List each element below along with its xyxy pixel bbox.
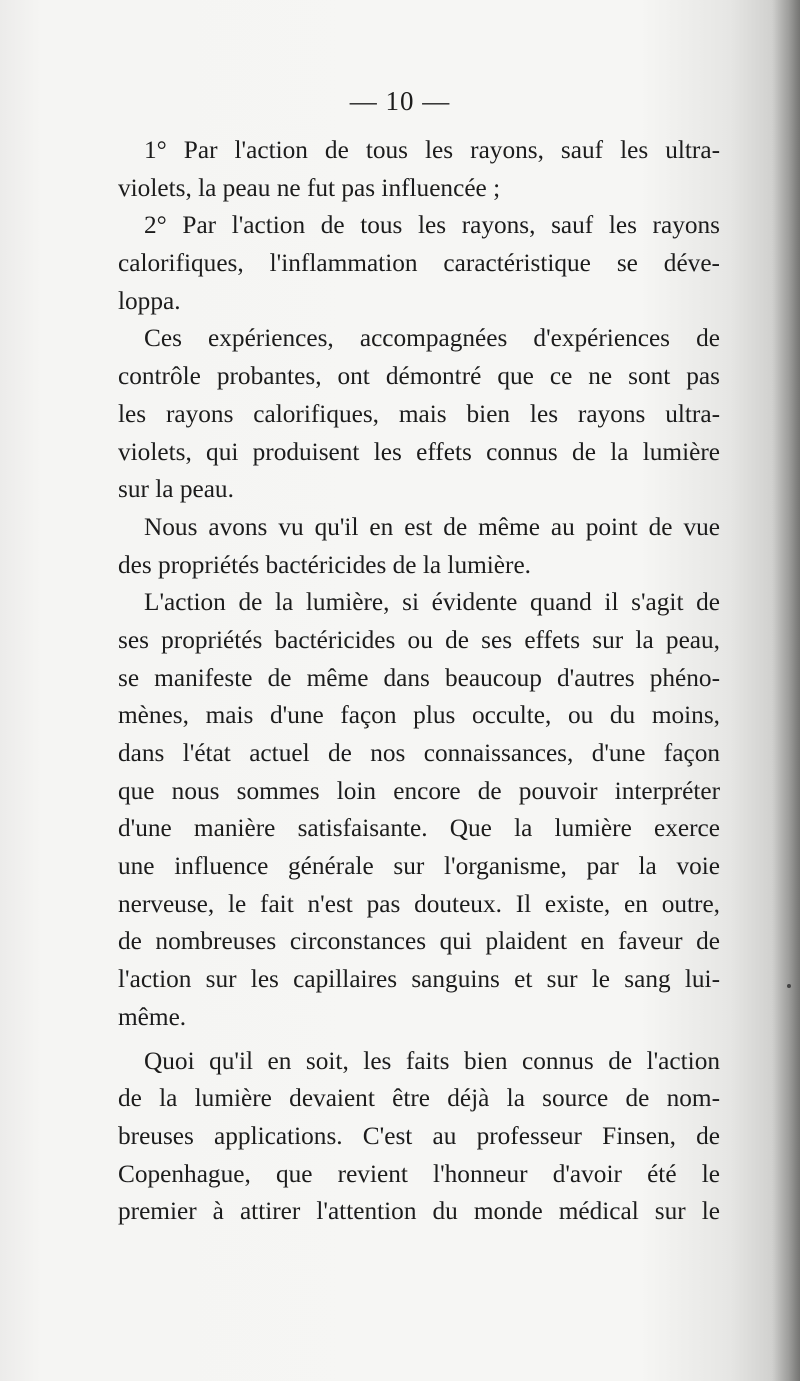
page-number: — 10 — bbox=[349, 86, 451, 116]
binding-shadow bbox=[772, 0, 800, 1381]
scan-speck bbox=[787, 984, 791, 988]
text-line: se manifeste de même dans beaucoup d'autres phéno- bbox=[118, 663, 720, 692]
text-line: L'action de la lumière, si évidente quand il s'agit de bbox=[144, 588, 720, 617]
text-line: Copenhague, que revient l'honneur d'avoir été le bbox=[118, 1159, 720, 1188]
text-line: loppa. bbox=[118, 286, 181, 315]
text-line: premier à attirer l'attention du monde médical sur le bbox=[118, 1197, 720, 1226]
text-line: nerveuse, le fait n'est pas douteux. Il existe, en outre, bbox=[118, 889, 720, 918]
text-line: même. bbox=[118, 1002, 187, 1031]
text-line: d'une manière satisfaisante. Que la lumière exerce bbox=[118, 814, 720, 843]
text-line: dans l'état actuel de nos connaissances, d'une façon bbox=[118, 739, 720, 767]
text-line: Nous avons vu qu'il en est de même au point de vue bbox=[144, 512, 720, 541]
text-line: contrôle probantes, ont démontré que ce ne sont pas bbox=[118, 362, 720, 391]
text-line: 1° Par l'action de tous les rayons, sauf les ultra- bbox=[144, 136, 720, 164]
text-line: Ces expériences, accompagnées d'expériences de bbox=[144, 324, 720, 353]
text-line: 2° Par l'action de tous les rayons, sauf les rayons bbox=[144, 211, 720, 240]
text-line: de nombreuses circonstances qui plaident en faveur de bbox=[118, 927, 720, 956]
text-line: sur la peau. bbox=[118, 475, 234, 504]
text-line: que nous sommes loin encore de pouvoir interpréter bbox=[118, 776, 720, 805]
text-line: des propriétés bactéricides de la lumière. bbox=[118, 550, 532, 579]
text-line: les rayons calorifiques, mais bien les rayons ultra- bbox=[118, 399, 720, 428]
body-text bbox=[118, 132, 720, 1231]
text-line: breuses applications. C'est au professeur Finsen, de bbox=[118, 1121, 720, 1150]
text-line: l'action sur les capillaires sanguins et sur le sang lui- bbox=[118, 965, 720, 994]
text-line: une influence générale sur l'organisme, par la voie bbox=[118, 852, 720, 881]
text-line: calorifiques, l'inflammation caractéristique se déve- bbox=[118, 249, 720, 278]
text-line: violets, qui produisent les effets connus de la lumière bbox=[118, 437, 720, 466]
text-line: violets, la peau ne fut pas influencée ; bbox=[118, 173, 501, 202]
text-line: Quoi qu'il en soit, les faits bien connus de l'action bbox=[144, 1046, 720, 1075]
text-line: mènes, mais d'une façon plus occulte, ou du moins, bbox=[118, 701, 720, 730]
text-line: de la lumière devaient être déjà la source de nom- bbox=[118, 1084, 720, 1113]
text-line: ses propriétés bactéricides ou de ses effets sur la peau, bbox=[118, 625, 720, 654]
